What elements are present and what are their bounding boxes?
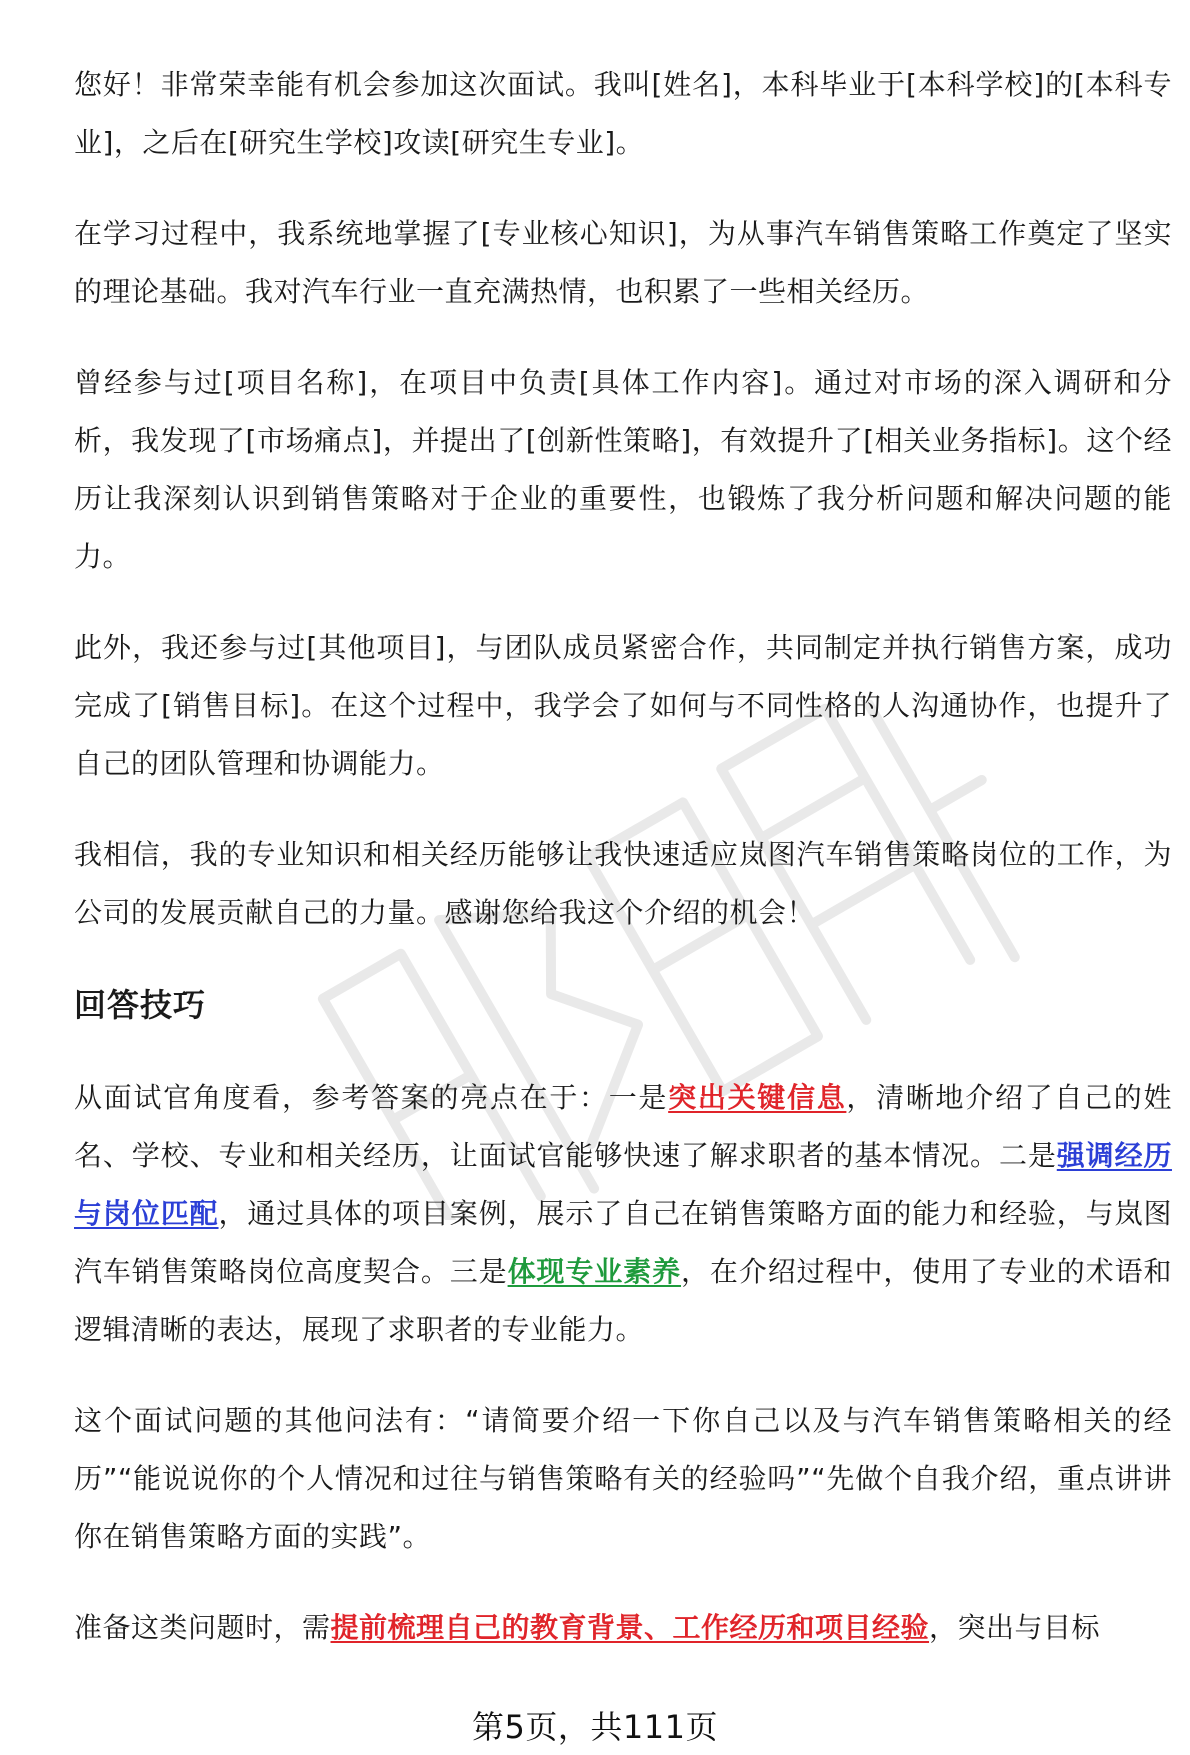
- alt-questions-paragraph: 这个面试问题的其他问法有：“请简要介绍一下你自己以及与汽车销售策略相关的经历”“能说说你的个人情况和过往与销售策略有关的经验吗”“先做个自我介绍，重点讲讲你在销售策略方面的实践”。: [74, 1404, 1172, 1553]
- prep-text-1: 准备这类问题时，需: [74, 1611, 331, 1644]
- tips-highlight-key-info: 突出关键信息: [668, 1081, 847, 1114]
- tips-highlight-professional: 体现专业素养: [507, 1255, 682, 1288]
- tips-highlight-match: 强调经历与岗位匹配: [74, 1139, 1172, 1230]
- tips-text-1: 从面试官角度看，参考答案的亮点在于：一是: [74, 1081, 669, 1114]
- prep-paragraph: [74, 1599, 1172, 1657]
- document-body: [74, 56, 1172, 1690]
- prep-highlight: 提前梳理自己的教育背景、工作经历和项目经验: [330, 1611, 930, 1644]
- page-number-footer: 第5页，共111页: [472, 1708, 718, 1746]
- tips-text-2: ，清晰地介绍了自己的姓名、学校、专业和相关经历，让面试官能够快速了解求职者的基本情况。二是: [74, 1081, 1172, 1172]
- intro-paragraph-1: 您好！非常荣幸能有机会参加这次面试。我叫[姓名]，本科毕业于[本科学校]的[本科专业]，之后在[研究生学校]攻读[研究生专业]。: [74, 68, 1172, 159]
- intro-paragraph-3: 曾经参与过[项目名称]，在项目中负责[具体工作内容]。通过对市场的深入调研和分析，我发现了[市场痛点]，并提出了[创新性策略]，有效提升了[相关业务指标]。这个经历让我深刻认识到销售策略对于企业的重要性，也锻炼了我分析问题和解决问题的能力。: [74, 366, 1172, 573]
- tips-paragraph: [74, 1069, 1172, 1359]
- intro-paragraph-5: 我相信，我的专业知识和相关经历能够让我快速适应岚图汽车销售策略岗位的工作，为公司的发展贡献自己的力量。感谢您给我这个介绍的机会！: [74, 838, 1172, 929]
- tips-text-4: ，在介绍过程中，使用了专业的术语和逻辑清晰的表达，展现了求职者的专业能力。: [74, 1255, 1172, 1346]
- tips-text-3: ，通过具体的项目案例，展示了自己在销售策略方面的能力和经验，与岚图汽车销售策略岗位高度契合。三是: [74, 1197, 1172, 1288]
- section-heading: 回答技巧: [74, 986, 207, 1024]
- intro-paragraph-4: 此外，我还参与过[其他项目]，与团队成员紧密合作，共同制定并执行销售方案，成功完成了[销售目标]。在这个过程中，我学会了如何与不同性格的人沟通协作，也提升了自己的团队管理和协调能力。: [74, 631, 1172, 780]
- intro-paragraph-2: 在学习过程中，我系统地掌握了[专业核心知识]，为从事汽车销售策略工作奠定了坚实的理论基础。我对汽车行业一直充满热情，也积累了一些相关经历。: [74, 217, 1172, 308]
- prep-text-2: ，突出与目标: [929, 1611, 1101, 1644]
